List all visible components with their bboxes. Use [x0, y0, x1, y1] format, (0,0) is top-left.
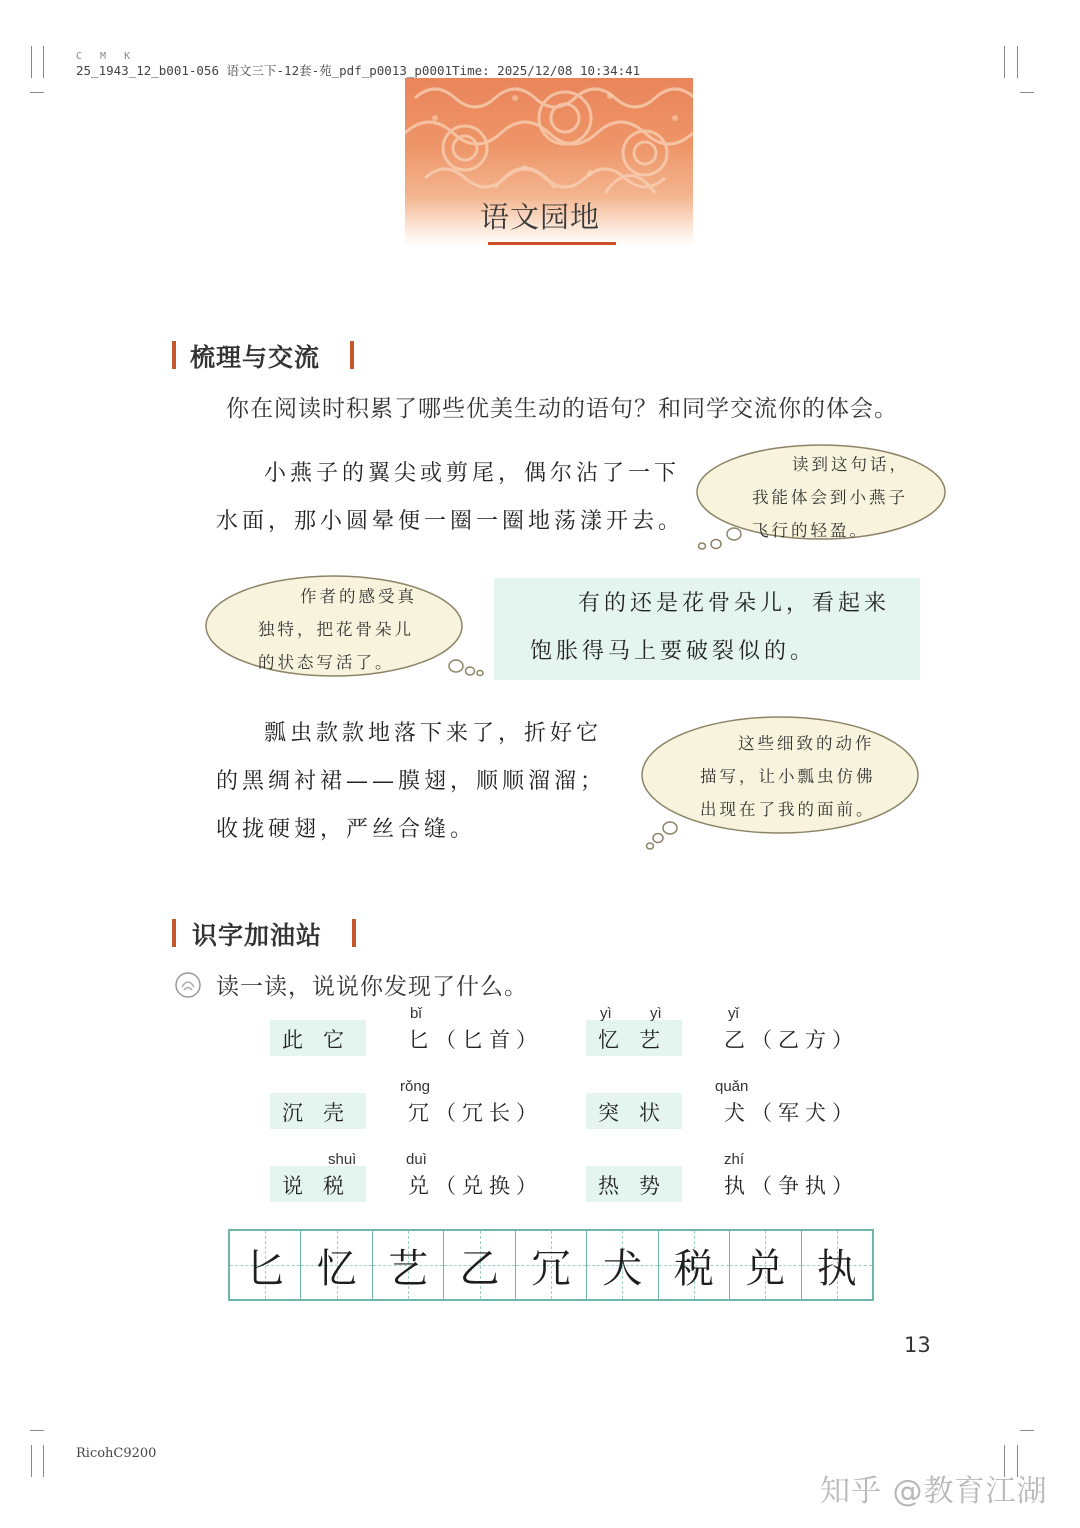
crop-mark-br-h — [1020, 1430, 1034, 1431]
title-underline — [488, 242, 616, 245]
cloud-line: 描写，让小瓢虫仿佛 — [700, 767, 876, 786]
quote-block-flowers — [530, 580, 920, 676]
read-aloud-icon — [174, 971, 202, 999]
cloud-text-3 — [700, 727, 900, 826]
practice-cell — [230, 1231, 301, 1299]
quote-line: 有的还是花骨朵儿，看起来 — [578, 591, 891, 616]
pinyin: zhí — [724, 1151, 745, 1168]
practice-char: 犬 — [602, 1245, 643, 1292]
printer-label: RicohC9200 — [76, 1446, 157, 1461]
print-info-line: 25_1943_12_b001-056 语文三下-12套-苑_pdf_p0013_p0001Time: 2025/12/08 10:34:41 — [76, 63, 641, 78]
practice-char: 乙 — [459, 1245, 500, 1292]
cmk-marks: C M K — [76, 51, 137, 62]
char-pair: 说税 — [282, 1174, 364, 1198]
quote-line: 收拢硬翅，严丝合缝。 — [216, 817, 477, 842]
quote-block-ladybug — [216, 710, 636, 854]
char-gloss: 犬（军犬） — [724, 1101, 859, 1125]
practice-cell — [444, 1231, 515, 1299]
section-intro: 你在阅读时积累了哪些优美生动的语句？和同学交流你的体会。 — [226, 396, 898, 422]
heading-bar-right — [350, 341, 354, 369]
crop-mark-tr-v2 — [1017, 46, 1018, 78]
pinyin: yì — [600, 1005, 612, 1022]
pinyin: yǐ — [728, 1005, 739, 1022]
practice-char: 冗 — [530, 1245, 571, 1292]
practice-char: 艺 — [388, 1245, 429, 1292]
crop-mark-bl-v2 — [43, 1445, 44, 1477]
practice-char: 兑 — [745, 1245, 786, 1292]
crop-mark-tl-v2 — [43, 46, 44, 78]
char-pair: 热势 — [598, 1174, 680, 1198]
cloud-line: 飞行的轻盈。 — [752, 521, 869, 540]
practice-cell — [659, 1231, 730, 1299]
char-gloss: 兑（兑换） — [408, 1174, 543, 1198]
practice-cell — [587, 1231, 658, 1299]
practice-cell — [373, 1231, 444, 1299]
quote-line: 小燕子的翼尖或剪尾，偶尔沾了一下 — [264, 461, 681, 486]
quote-line: 瓢虫款款地落下来了，折好它 — [264, 721, 603, 746]
section-heading-sorting: 梳理与交流 — [190, 343, 321, 372]
practice-char: 匕 — [245, 1245, 286, 1292]
heading-bar-left — [172, 919, 176, 947]
crop-mark-tr-v1 — [1004, 46, 1005, 78]
print-info — [76, 50, 640, 78]
pinyin: bǐ — [410, 1005, 422, 1022]
pinyin: duì — [406, 1151, 427, 1168]
char-pair: 忆艺 — [598, 1028, 680, 1052]
practice-cell — [516, 1231, 587, 1299]
quote-block-swallow — [216, 450, 686, 546]
cloud-line: 的状态写活了。 — [258, 653, 395, 672]
watermark: 知乎 @教育江湖 — [820, 1474, 1048, 1509]
page-title: 语文园地 — [479, 200, 600, 234]
crop-mark-bl-v1 — [31, 1445, 32, 1477]
quote-line: 的黑绸衬裙——膜翅，顺顺溜溜； — [216, 769, 607, 794]
quote-line: 水面，那小圆晕便一圈一圈地荡漾开去。 — [216, 509, 685, 534]
cloud-line: 独特，把花骨朵儿 — [258, 620, 414, 639]
pinyin: shuì — [328, 1151, 357, 1168]
char-pair: 沉壳 — [282, 1101, 364, 1125]
char-pair: 突状 — [598, 1101, 680, 1125]
cloud-line: 我能体会到小燕子 — [752, 488, 908, 507]
quote-line: 饱胀得马上要破裂似的。 — [530, 639, 817, 664]
practice-cell — [802, 1231, 872, 1299]
crop-mark-tl-h — [30, 92, 44, 93]
char-gloss: 匕（匕首） — [408, 1028, 543, 1052]
pinyin: rǒng — [400, 1078, 431, 1095]
cloud-line: 作者的感受真 — [300, 587, 417, 606]
cloud-line: 出现在了我的面前。 — [700, 800, 876, 819]
crop-mark-bl-h — [30, 1430, 44, 1431]
practice-char: 执 — [816, 1245, 857, 1292]
cloud-text-1 — [752, 448, 932, 547]
cloud-line: 这些细致的动作 — [738, 734, 875, 753]
crop-mark-tl-v1 — [31, 46, 32, 78]
char-gloss: 乙（乙方） — [724, 1028, 859, 1052]
practice-cell — [730, 1231, 801, 1299]
char-pair: 此它 — [282, 1028, 364, 1052]
practice-char: 忆 — [316, 1245, 357, 1292]
section-heading-literacy: 识字加油站 — [192, 921, 323, 950]
page-number: 13 — [904, 1333, 931, 1357]
cloud-text-2 — [258, 580, 448, 679]
practice-char: 税 — [673, 1245, 714, 1292]
heading-bar-right — [352, 919, 356, 947]
pinyin: yì — [650, 1005, 662, 1022]
heading-bar-left — [172, 341, 176, 369]
char-gloss: 执（争执） — [724, 1174, 859, 1198]
char-gloss: 冗（冗长） — [408, 1101, 543, 1125]
crop-mark-tr-h — [1020, 92, 1034, 93]
cloud-line: 读到这句话， — [792, 455, 909, 474]
practice-cell — [301, 1231, 372, 1299]
pinyin: quǎn — [715, 1078, 749, 1095]
instruction-text: 读一读，说说你发现了什么。 — [216, 974, 528, 1000]
writing-practice-grid — [228, 1229, 874, 1301]
